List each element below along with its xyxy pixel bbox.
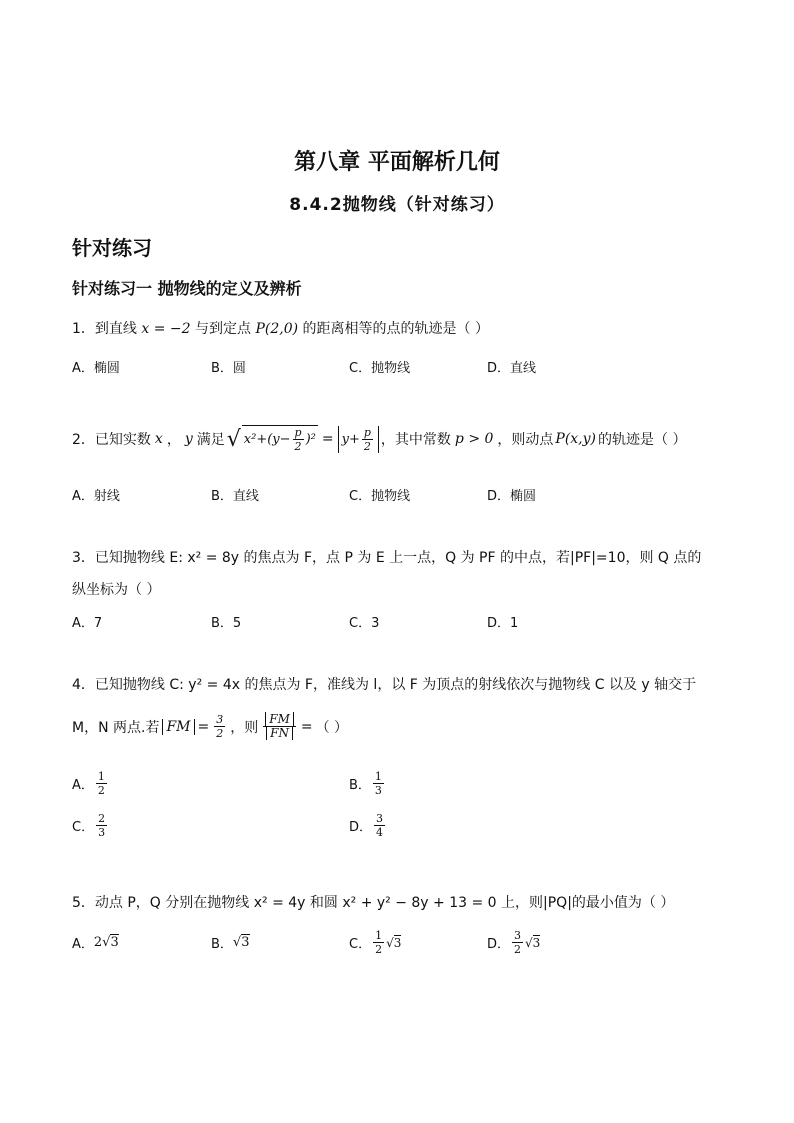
q5-option-c[interactable]: C． $\frac{1}{2}$ √3 bbox=[349, 929, 402, 956]
q1-option-d[interactable]: D．直线 bbox=[487, 361, 537, 376]
q1-option-c[interactable]: C．抛物线 bbox=[349, 361, 411, 376]
q1-text-a: 1．到直线 bbox=[72, 321, 137, 337]
q2-condition: p > 0 bbox=[454, 431, 494, 447]
q4-option-a-num: 1 bbox=[97, 770, 105, 783]
q2-var-x: x bbox=[154, 431, 163, 447]
q5-option-c-label: C． bbox=[349, 937, 372, 952]
q4-option-d-num: 3 bbox=[376, 812, 384, 825]
q4-option-a[interactable] bbox=[72, 770, 109, 797]
q4-option-b[interactable] bbox=[349, 770, 386, 797]
chapter-title: 第八章 平面解析几何 bbox=[294, 150, 500, 175]
q2-equation: √ x²+(y− $\frac{p}{2}$ )² = y+ $\frac{p}{2}$ bbox=[227, 425, 379, 453]
question-3-line2: 纵坐标为（ ） bbox=[72, 582, 161, 598]
q5-option-d-label: D． bbox=[487, 937, 511, 952]
q4-option-d-den: 4 bbox=[376, 826, 384, 839]
q1-option-a[interactable]: A．椭圆 bbox=[72, 361, 120, 376]
q4-option-b-num: 1 bbox=[374, 770, 382, 783]
q2-var-y: y bbox=[184, 431, 193, 447]
q4-condition: FM = $\frac{3}{2}$ bbox=[162, 713, 227, 740]
q5-option-a-label: A． bbox=[72, 937, 94, 952]
q5-option-d-root: √3 bbox=[525, 935, 541, 950]
q2-option-c[interactable]: C．抛物线 bbox=[349, 489, 411, 504]
q5-option-b-value: √3 bbox=[232, 935, 250, 950]
q4-option-c-den: 3 bbox=[98, 826, 106, 839]
q4-option-a-label: A． bbox=[72, 778, 94, 793]
q3-option-b[interactable]: B．5 bbox=[211, 616, 242, 631]
q1-text-b: 与到定点 bbox=[195, 321, 251, 337]
q2-option-d[interactable]: D．椭圆 bbox=[487, 489, 537, 504]
q2-text-e: ，则动点 bbox=[497, 432, 554, 448]
q1-option-b[interactable]: B．圆 bbox=[211, 361, 246, 376]
section-title: 针对练习 bbox=[72, 236, 152, 260]
q2-text-b: ， bbox=[166, 432, 181, 448]
q5-option-a-value: 2√3 bbox=[93, 935, 119, 950]
q5-option-c-root: √3 bbox=[386, 935, 402, 950]
q5-option-a[interactable] bbox=[72, 933, 119, 952]
question-4-line2 bbox=[72, 713, 348, 740]
q2-text-d: ，其中常数 bbox=[380, 432, 451, 448]
q1-math-point: P(2,0) bbox=[255, 321, 299, 337]
lesson-title: 8.4.2抛物线（针对练习） bbox=[289, 195, 505, 215]
q1-math-line: x = −2 bbox=[141, 321, 191, 337]
q2-option-a[interactable]: A．射线 bbox=[72, 489, 120, 504]
q1-text-c: 的距离相等的点的轨迹是（ ） bbox=[302, 321, 489, 337]
q4-option-c[interactable] bbox=[72, 812, 109, 839]
q5-option-d[interactable]: D． $\frac{3}{2}$ √3 bbox=[487, 929, 541, 956]
question-4-line1: 4．已知抛物线 C: y² = 4x 的焦点为 F，准线为 l，以 F 为顶点的射线依次与抛物线 C 以及 y 轴交于 bbox=[72, 677, 697, 693]
q2-text-f: 的轨迹是（ ） bbox=[598, 432, 687, 448]
q3-option-a[interactable]: A．7 bbox=[72, 616, 103, 631]
q2-option-b[interactable]: B．直线 bbox=[211, 489, 259, 504]
q4-option-d[interactable] bbox=[349, 812, 387, 839]
question-5-line1: 5．动点 P，Q 分别在抛物线 x² = 4y 和圆 x² + y² − 8y + 13 = 0 上，则|PQ|的最小值为（ ） bbox=[72, 895, 675, 911]
q4-text-a: M，N 两点.若 bbox=[72, 719, 160, 736]
q5-option-b-label: B． bbox=[211, 937, 233, 952]
q4-text-b: ，则 bbox=[230, 719, 259, 736]
q4-option-b-den: 3 bbox=[374, 784, 382, 797]
question-2-stem bbox=[72, 425, 686, 453]
q3-option-c[interactable]: C．3 bbox=[349, 616, 380, 631]
subsection-title: 针对练习一 抛物线的定义及辨析 bbox=[72, 279, 302, 298]
q3-option-d[interactable]: D．1 bbox=[487, 616, 519, 631]
q2-text-c: 满足 bbox=[196, 432, 225, 448]
q4-option-a-den: 2 bbox=[97, 784, 105, 797]
q2-point: P(x,y) bbox=[555, 431, 597, 447]
question-3-line1: 3．已知抛物线 E: x² = 8y 的焦点为 F，点 P 为 E 上一点，Q 为 PF 的中点，若|PF|=10，则 Q 点的 bbox=[72, 550, 702, 566]
q4-option-c-num: 2 bbox=[98, 812, 106, 825]
q4-option-d-label: D． bbox=[349, 820, 373, 835]
question-1-stem bbox=[72, 318, 489, 338]
q4-ratio: $\frac{FM}{FN}$ = bbox=[261, 713, 312, 740]
q4-text-c: （ ） bbox=[315, 719, 349, 736]
q5-option-b[interactable] bbox=[211, 933, 250, 952]
q4-option-c-label: C． bbox=[72, 820, 95, 835]
q2-text-a: 2．已知实数 bbox=[72, 432, 151, 448]
q4-option-b-label: B． bbox=[349, 778, 371, 793]
